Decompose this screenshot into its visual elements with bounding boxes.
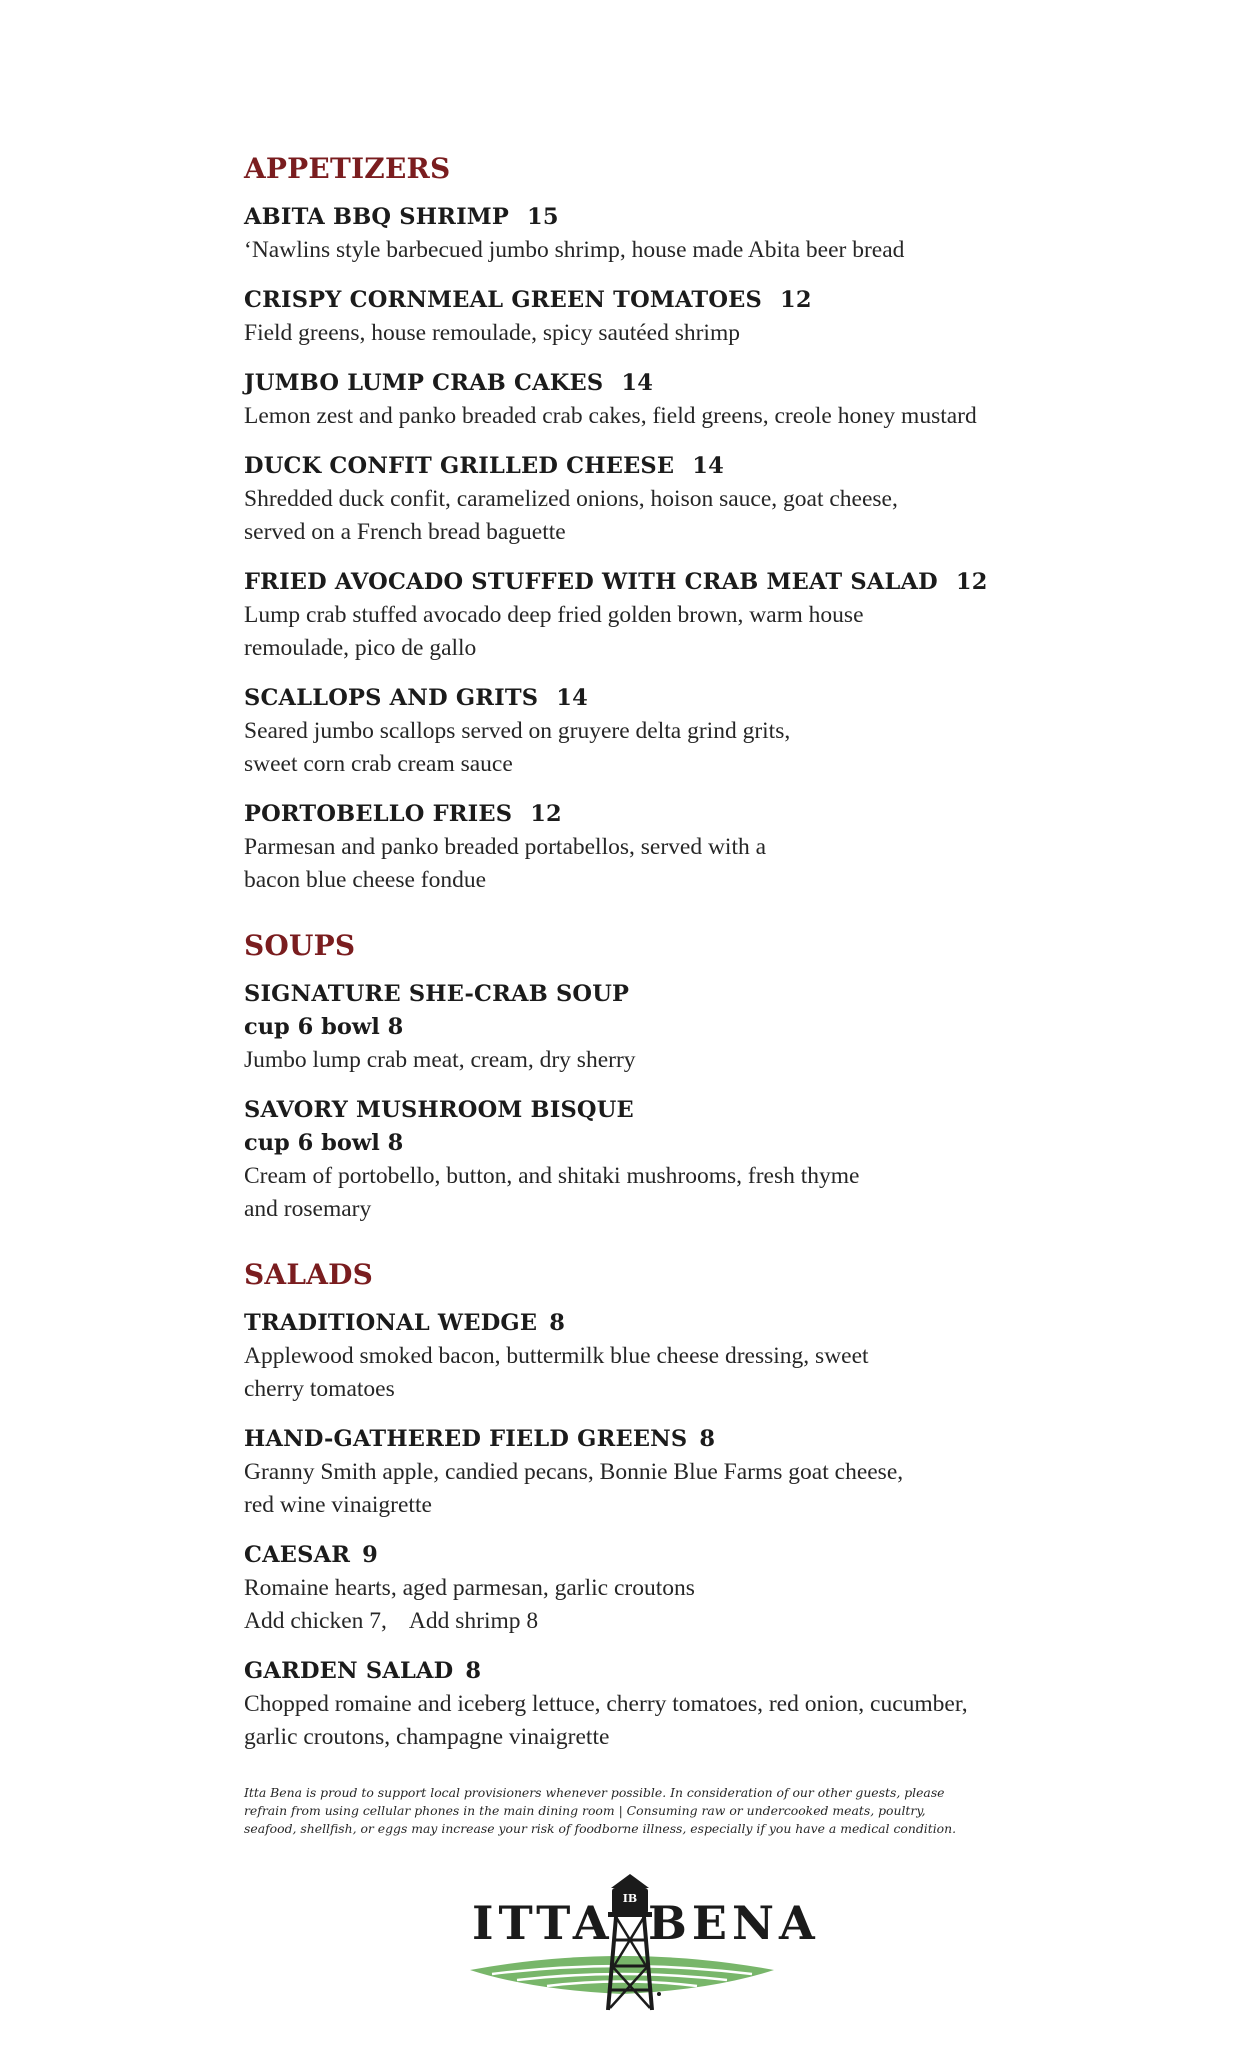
item-name: PORTOBELLO FRIES xyxy=(244,801,513,827)
footnote-line: refrain from using cellular phones in the main dining room | Consuming raw or undercooked meats, poultry, xyxy=(244,1803,926,1818)
item-name: CAESAR xyxy=(244,1542,351,1568)
menu-section-salads xyxy=(244,1256,1144,1754)
item-heading xyxy=(244,681,1144,715)
item-price: 14 xyxy=(556,685,588,711)
menu-item xyxy=(244,1538,1144,1638)
item-price: 8 xyxy=(699,1426,716,1452)
item-heading xyxy=(244,283,1144,317)
logo-word-bena: BENA xyxy=(648,1896,820,1950)
item-name: FRIED AVOCADO STUFFED WITH CRAB MEAT SALAD xyxy=(244,569,938,595)
item-description xyxy=(244,1456,1144,1522)
item-price: 12 xyxy=(779,287,812,313)
item-name: JUMBO LUMP CRAB CAKES xyxy=(244,370,604,396)
description-line: and rosemary xyxy=(244,1196,372,1222)
menu-item xyxy=(244,1093,1144,1226)
addon-option: Add chicken 7, xyxy=(244,1608,387,1634)
description-line: Cream of portobello, button, and shitaki mushrooms, fresh thyme xyxy=(244,1163,860,1189)
item-description xyxy=(244,1160,1144,1226)
item-heading xyxy=(244,1538,1144,1572)
item-description xyxy=(244,1572,1144,1638)
menu-section-soups xyxy=(244,927,1144,1226)
footnote xyxy=(244,1784,1034,1838)
item-name: SIGNATURE SHE-CRAB SOUP xyxy=(244,981,630,1007)
item-price: 9 xyxy=(362,1542,378,1568)
description-line: Jumbo lump crab meat, cream, dry sherry xyxy=(244,1047,636,1073)
item-price: 12 xyxy=(955,569,988,595)
description-line: Chopped romaine and iceberg lettuce, cherry tomatoes, red onion, cucumber, xyxy=(244,1691,968,1717)
description-line: Lemon zest and panko breaded crab cakes, field greens, creole honey mustard xyxy=(244,403,977,429)
item-heading xyxy=(244,200,1144,234)
item-price: 12 xyxy=(530,801,562,827)
item-addons xyxy=(244,1605,1144,1638)
description-line: bacon blue cheese fondue xyxy=(244,867,487,893)
item-description xyxy=(244,400,1144,433)
item-description xyxy=(244,234,1144,267)
footnote-line: seafood, shellfish, or eggs may increase your risk of foodborne illness, especially if you have a medical condition. xyxy=(244,1821,957,1836)
menu-item xyxy=(244,200,1144,267)
logo-badge-text: IB xyxy=(622,1892,638,1905)
description-line: Romaine hearts, aged parmesan, garlic croutons xyxy=(244,1575,695,1601)
footnote-line: Itta Bena is proud to support local provisioners whenever possible. In consideration of our other guests, please xyxy=(244,1785,945,1800)
item-heading xyxy=(244,565,1144,599)
menu-item xyxy=(244,366,1144,433)
item-name: DUCK CONFIT GRILLED CHEESE xyxy=(244,453,675,479)
item-heading xyxy=(244,1306,1144,1340)
item-name: CRISPY CORNMEAL GREEN TOMATOES xyxy=(244,287,762,313)
item-description xyxy=(244,599,1144,665)
item-description xyxy=(244,317,1144,350)
item-description xyxy=(244,483,1144,549)
itta-bena-logo xyxy=(462,1862,820,2012)
menu-item xyxy=(244,1654,1144,1754)
item-price: 8 xyxy=(465,1658,482,1684)
item-name: GARDEN SALAD xyxy=(244,1658,454,1684)
item-sizes: cup 6 bowl 8 xyxy=(244,1014,404,1040)
item-description xyxy=(244,1340,1144,1406)
item-description xyxy=(244,1044,1144,1077)
item-heading xyxy=(244,977,1144,1011)
item-heading xyxy=(244,797,1144,831)
menu-item xyxy=(244,565,1144,665)
item-price: 15 xyxy=(527,204,559,230)
item-name: SAVORY MUSHROOM BISQUE xyxy=(244,1097,634,1123)
description-line: Field greens, house remoulade, spicy sautéed shrimp xyxy=(244,320,740,346)
description-line: Granny Smith apple, candied pecans, Bonnie Blue Farms goat cheese, xyxy=(244,1459,904,1485)
description-line: Applewood smoked bacon, buttermilk blue cheese dressing, sweet xyxy=(244,1343,869,1369)
item-name: TRADITIONAL WEDGE xyxy=(244,1310,538,1336)
menu-item xyxy=(244,797,1144,897)
description-line: Lump crab stuffed avocado deep fried golden brown, warm house xyxy=(244,602,864,628)
menu-item xyxy=(244,449,1144,549)
item-price: 14 xyxy=(692,453,724,479)
description-line: remoulade, pico de gallo xyxy=(244,635,477,661)
item-heading xyxy=(244,366,1144,400)
item-description xyxy=(244,715,1144,781)
description-line: red wine vinaigrette xyxy=(244,1492,432,1518)
menu-item xyxy=(244,977,1144,1077)
description-line: served on a French bread baguette xyxy=(244,519,566,545)
item-sizes: cup 6 bowl 8 xyxy=(244,1130,404,1156)
item-heading xyxy=(244,1654,1144,1688)
menu-item xyxy=(244,1306,1144,1406)
item-name: ABITA BBQ SHRIMP xyxy=(244,204,510,230)
description-line: garlic croutons, champagne vinaigrette xyxy=(244,1724,610,1750)
menu-content xyxy=(244,150,1144,1838)
item-description xyxy=(244,1688,1144,1754)
description-line: ‘Nawlins style barbecued jumbo shrimp, house made Abita beer bread xyxy=(244,237,905,263)
item-heading xyxy=(244,1422,1144,1456)
menu-section-appetizers xyxy=(244,150,1144,897)
item-name: HAND-GATHERED FIELD GREENS xyxy=(244,1426,688,1452)
menu-item xyxy=(244,681,1144,781)
description-line: Shredded duck confit, caramelized onions, hoison sauce, goat cheese, xyxy=(244,486,898,512)
menu-item xyxy=(244,1422,1144,1522)
menu-item xyxy=(244,283,1144,350)
section-title: SALADS xyxy=(244,1258,374,1291)
section-title: APPETIZERS xyxy=(244,152,451,185)
item-name: SCALLOPS AND GRITS xyxy=(244,685,539,711)
description-line: cherry tomatoes xyxy=(244,1376,395,1402)
description-line: Parmesan and panko breaded portabellos, served with a xyxy=(244,834,767,860)
item-heading xyxy=(244,1093,1144,1127)
logo-word-itta: ITTA xyxy=(472,1896,614,1950)
item-price: 8 xyxy=(549,1310,566,1336)
description-line: Seared jumbo scallops served on gruyere delta grind grits, xyxy=(244,718,791,744)
description-line: sweet corn crab cream sauce xyxy=(244,751,513,777)
item-description xyxy=(244,831,1144,897)
addon-option: Add shrimp 8 xyxy=(408,1608,539,1634)
item-heading xyxy=(244,449,1144,483)
section-title: SOUPS xyxy=(244,929,356,962)
item-price: 14 xyxy=(621,370,654,396)
